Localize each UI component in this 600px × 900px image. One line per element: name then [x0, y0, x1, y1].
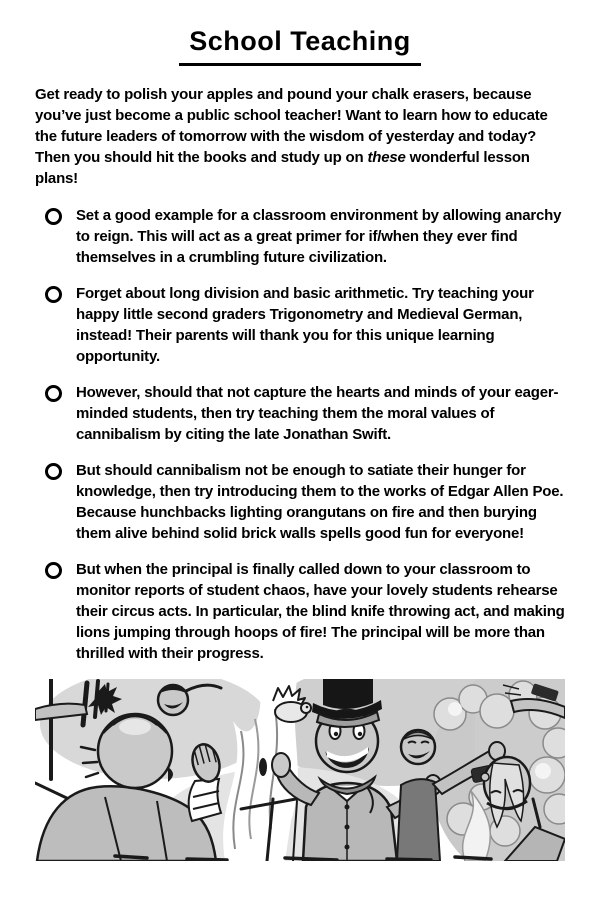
title-block [35, 26, 565, 66]
list-item [45, 559, 565, 664]
circle-bullet-icon [45, 286, 62, 303]
list-item-text: But when the principal is finally called down to your classroom to monitor reports of student chaos, have your lovely students rehearse their circus acts. In particular, the blind knife throwing act, and making lions jumping through hoops of fire! The principal will be more than thrilled with their progress. [76, 561, 565, 662]
list-item-text: Forget about long division and basic arithmetic. Try teaching your happy little second graders Trigonometry and Medieval German, instead! Their parents will thank you for this unique learning opportunity. [76, 285, 534, 365]
intro-text-before: Get ready to polish your apples and pound your chalk erasers, because you’ve just become a public school teacher! Want to learn how to educate the future leaders of tomorrow with the wisdom of yesterday and today? Then you should hit the books and study up on [35, 86, 548, 166]
intro-paragraph [35, 84, 565, 189]
list-item-text: However, should that not capture the hearts and minds of your eager-minded students, then try teaching them the moral values of cannibalism by citing the late Jonathan Swift. [76, 384, 559, 443]
list-item [45, 460, 565, 544]
circle-bullet-icon [45, 385, 62, 402]
intro-text-after: wonderful lesson plans! [35, 149, 530, 187]
circle-bullet-icon [45, 208, 62, 225]
classroom-chaos-scene-svg [35, 679, 565, 861]
lesson-plans-list [35, 205, 565, 664]
list-item [45, 283, 565, 367]
list-item-text: Set a good example for a classroom environment by allowing anarchy to reign. This will act as a great primer for if/when they ever find themselves in a crumbling future civilization. [76, 207, 562, 266]
page-title: School Teaching [179, 26, 421, 66]
circle-bullet-icon [45, 463, 62, 480]
classroom-chaos-illustration [35, 679, 565, 861]
list-item-text: But should cannibalism not be enough to satiate their hunger for knowledge, then try introducing them to the works of Edgar Allen Poe. Because hunchbacks lighting orangutans on fire and then burying them alive behind solid brick walls spells good fun for everyone! [76, 462, 564, 542]
list-item [45, 382, 565, 445]
intro-emphasis: these [367, 149, 406, 166]
circle-bullet-icon [45, 562, 62, 579]
list-item [45, 205, 565, 268]
